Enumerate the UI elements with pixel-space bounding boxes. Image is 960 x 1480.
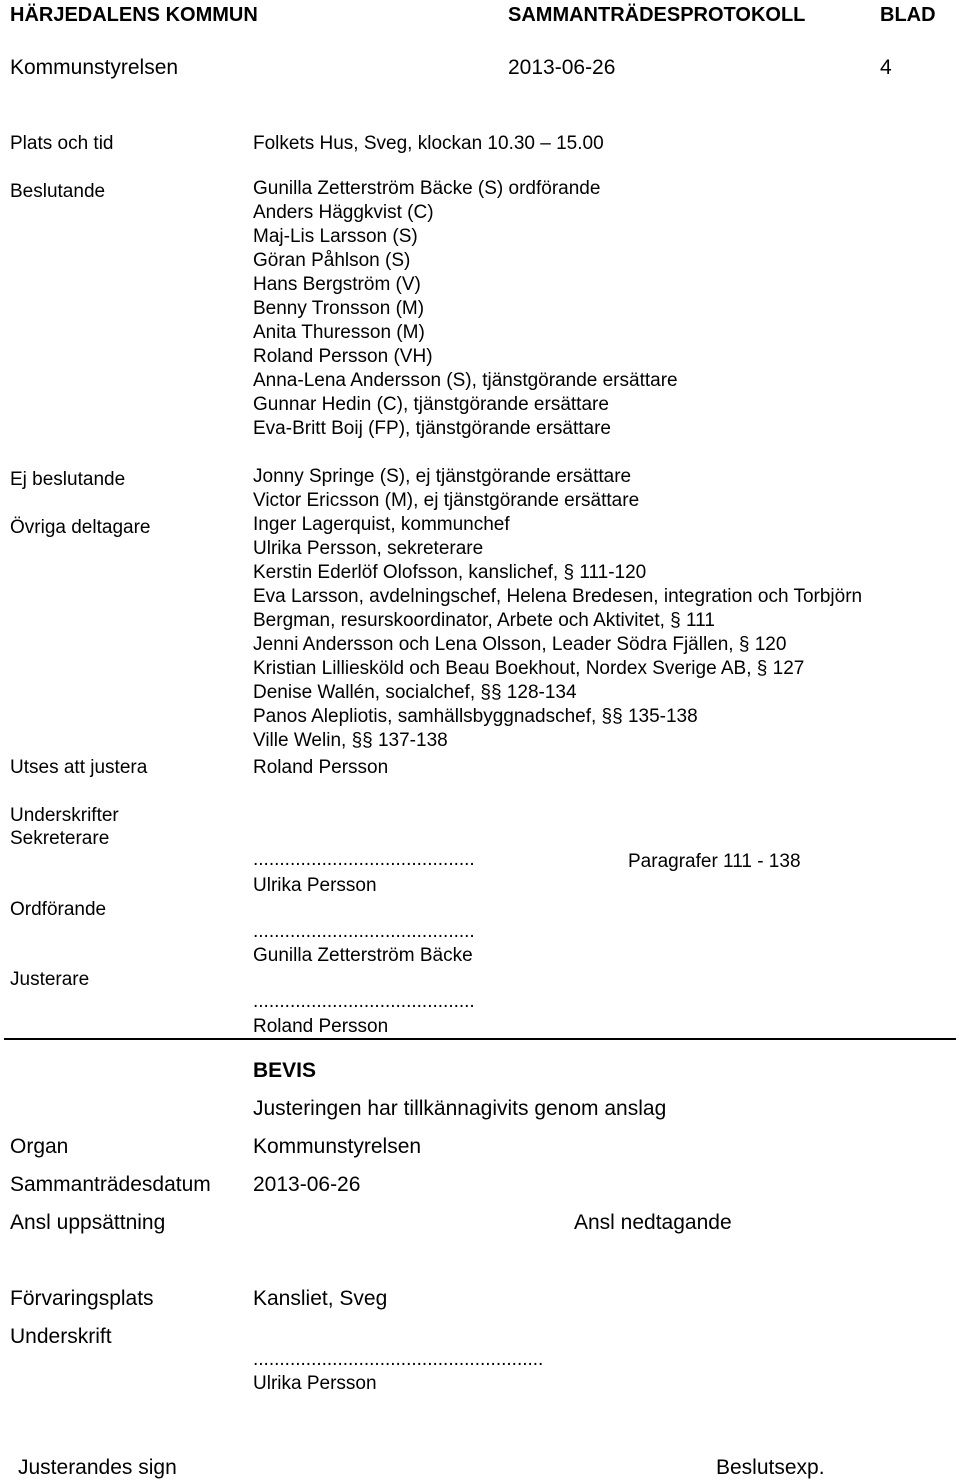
label-storage: Förvaringsplats <box>10 1287 154 1310</box>
list-item: Victor Ericsson (M), ej tjänstgörande ersättare <box>253 490 640 511</box>
list-item: Eva-Britt Boij (FP), tjänstgörande ersättare <box>253 418 611 439</box>
list-item: Gunilla Zetterström Bäcke (S) ordförande <box>253 178 601 199</box>
certificate-title: BEVIS <box>253 1059 317 1082</box>
list-item: Roland Persson (VH) <box>253 346 433 367</box>
label-secretary: Sekreterare <box>10 828 110 849</box>
footer-extract: Beslutsexp. <box>716 1456 825 1479</box>
organ-value: Kommunstyrelsen <box>253 1135 422 1158</box>
list-item: Kristian Lilliesköld och Beau Boekhout, Nordex Sverige AB, § 127 <box>253 658 805 679</box>
storage-value: Kansliet, Sveg <box>253 1287 388 1310</box>
list-item: Anders Häggkvist (C) <box>253 202 434 223</box>
list-item: Kerstin Ederlöf Olofsson, kanslichef, § 111-120 <box>253 562 647 583</box>
label-others: Övriga deltagare <box>10 517 151 538</box>
certificate-statement: Justeringen har tillkännagivits genom anslag <box>253 1097 667 1120</box>
label-signature: Underskrift <box>10 1325 112 1348</box>
label-decision-makers: Beslutande <box>10 181 106 202</box>
label-adjuster: Utses att justera <box>10 757 148 778</box>
list-item: Anna-Lena Andersson (S), tjänstgörande ersättare <box>253 370 678 391</box>
label-posted: Ansl uppsättning <box>10 1211 166 1234</box>
place-time: Folkets Hus, Sveg, klockan 10.30 – 15.00 <box>253 133 604 154</box>
list-item: Anita Thuresson (M) <box>253 322 425 343</box>
committee-name: Kommunstyrelsen <box>10 56 179 79</box>
list-item: Hans Bergström (V) <box>253 274 421 295</box>
list-item: Inger Lagerquist, kommunchef <box>253 514 510 535</box>
list-item: Gunnar Hedin (C), tjänstgörande ersättare <box>253 394 609 415</box>
list-item: Göran Påhlson (S) <box>253 250 411 271</box>
label-organ: Organ <box>10 1135 69 1158</box>
section-divider <box>4 1038 956 1040</box>
label-adjusters: Justerare <box>10 969 90 990</box>
list-item: Jenni Andersson och Lena Olsson, Leader Södra Fjällen, § 120 <box>253 634 787 655</box>
list-item: Eva Larsson, avdelningschef, Helena Bredesen, integration och Torbjörn <box>253 586 863 607</box>
participants-list <box>253 465 862 753</box>
page-number: 4 <box>880 56 892 79</box>
label-chair: Ordförande <box>10 899 107 920</box>
meeting-date-value: 2013-06-26 <box>253 1173 361 1196</box>
list-item: Panos Alepliotis, samhällsbyggnadschef, §§ 135-138 <box>253 706 698 727</box>
adjuster-signature-line: .......................................... <box>253 991 475 1012</box>
list-item: Maj-Lis Larsson (S) <box>253 226 418 247</box>
label-meeting-date: Sammanträdesdatum <box>10 1173 211 1196</box>
label-signatures: Underskrifter <box>10 805 119 826</box>
list-item: Bergman, resurskoordinator, Arbete och Aktivitet, § 111 <box>253 610 715 631</box>
footer-adjusters-sign: Justerandes sign <box>18 1456 177 1479</box>
municipality-name: HÄRJEDALENS KOMMUN <box>10 4 258 26</box>
adjuster-signature-name: Roland Persson <box>253 1016 389 1037</box>
label-removed: Ansl nedtagande <box>574 1211 732 1234</box>
chair-signature-line: .......................................... <box>253 921 475 942</box>
secretary-name: Ulrika Persson <box>253 875 377 896</box>
list-item: Denise Wallén, socialchef, §§ 128-134 <box>253 682 577 703</box>
chair-name: Gunilla Zetterström Bäcke <box>253 945 473 966</box>
list-item: Ulrika Persson, sekreterare <box>253 538 484 559</box>
list-item: Benny Tronsson (M) <box>253 298 425 319</box>
meeting-date: 2013-06-26 <box>508 56 616 79</box>
document-type: SAMMANTRÄDESPROTOKOLL <box>508 4 806 26</box>
decision-makers-list <box>253 177 678 441</box>
certificate-signature-line: ....................................................... <box>253 1349 544 1370</box>
page-label: BLAD <box>880 4 936 26</box>
label-place-time: Plats och tid <box>10 133 114 154</box>
certificate-signature-name: Ulrika Persson <box>253 1373 377 1394</box>
list-item: Jonny Springe (S), ej tjänstgörande ersättare <box>253 466 632 487</box>
label-non-decision: Ej beslutande <box>10 469 126 490</box>
paragraph-range: Paragrafer 111 - 138 <box>628 851 801 872</box>
adjuster-name: Roland Persson <box>253 757 389 778</box>
list-item: Ville Welin, §§ 137-138 <box>253 730 448 751</box>
secretary-signature-line: .......................................... <box>253 849 475 870</box>
